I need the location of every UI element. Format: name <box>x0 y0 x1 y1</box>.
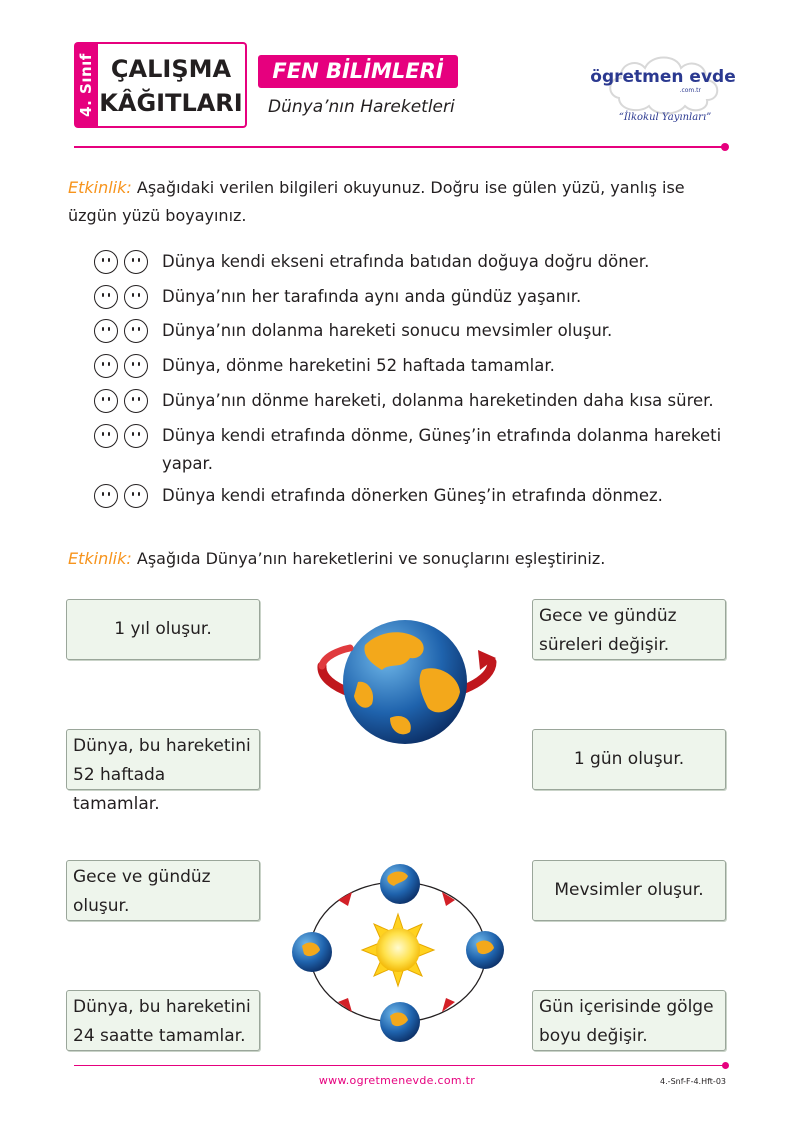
header-divider <box>74 146 726 148</box>
match-box-left-4[interactable] <box>66 990 260 1051</box>
worksheet-title-box <box>97 42 247 128</box>
sad-face-icon[interactable] <box>124 389 148 413</box>
sun-icon <box>362 914 434 986</box>
logo-tagline: “İlkokul Yayınları” <box>618 112 712 123</box>
activity2-instruction <box>68 545 728 573</box>
earth-icon-bottom <box>380 1002 420 1042</box>
match-box-text: Gün içerisinde gölge boyu değişir. <box>539 997 714 1046</box>
happy-face-icon[interactable] <box>94 285 118 309</box>
match-box-text: 1 gün oluşur. <box>573 749 685 769</box>
face-pair <box>90 285 154 311</box>
statement-text: Dünya, dönme hareketini 52 haftada tamamlar. <box>162 356 555 375</box>
face-pair <box>90 250 154 276</box>
match-box-right-1[interactable] <box>532 599 726 660</box>
match-box-right-2[interactable] <box>532 729 726 790</box>
match-box-text: Gece ve gündüz oluşur. <box>73 867 211 916</box>
face-pair <box>90 389 154 415</box>
logo-text: ögretmen evde <box>590 67 736 87</box>
statement-text: Dünya’nın dönme hareketi, dolanma hareketinden daha kısa sürer. <box>162 391 714 410</box>
happy-face-icon[interactable] <box>94 484 118 508</box>
match-box-right-3[interactable] <box>532 860 726 921</box>
rotating-earth-illustration <box>310 600 500 760</box>
happy-face-icon[interactable] <box>94 424 118 448</box>
sad-face-icon[interactable] <box>124 319 148 343</box>
match-box-text: Dünya, bu hareketini 24 saatte tamamlar. <box>73 997 251 1046</box>
publisher-logo <box>590 48 736 133</box>
activity1-label: Etkinlik: <box>68 178 132 197</box>
happy-face-icon[interactable] <box>94 389 118 413</box>
grade-label: 4. Sınıf <box>77 53 95 117</box>
match-box-left-3[interactable] <box>66 860 260 921</box>
match-box-left-1[interactable] <box>66 599 260 660</box>
document-code: 4.-Snf-F-4.Hft-03 <box>660 1077 726 1086</box>
happy-face-icon[interactable] <box>94 319 118 343</box>
happy-face-icon[interactable] <box>94 250 118 274</box>
face-pair <box>90 424 154 450</box>
earth-icon-top <box>380 864 420 904</box>
sad-face-icon[interactable] <box>124 354 148 378</box>
activity1-instruction <box>68 174 728 230</box>
grade-tab <box>74 42 98 128</box>
match-box-right-4[interactable] <box>532 990 726 1051</box>
match-box-text: Mevsimler oluşur. <box>554 880 704 900</box>
earth-orbit-diagram <box>290 862 505 1047</box>
sad-face-icon[interactable] <box>124 424 148 448</box>
worksheet-title-line1: ÇALIŞMA <box>110 55 232 83</box>
sad-face-icon[interactable] <box>124 285 148 309</box>
footer-divider <box>74 1065 726 1066</box>
activity2-label: Etkinlik: <box>68 549 132 568</box>
topic-title: Dünya’nın Hareketleri <box>268 97 455 117</box>
statement-text: Dünya’nın dolanma hareketi sonucu mevsimler oluşur. <box>162 321 613 340</box>
worksheet-title-line2: KÂĞITLARI <box>99 89 243 117</box>
statement-text: Dünya’nın her tarafında aynı anda gündüz yaşanır. <box>162 287 582 306</box>
footer-url[interactable]: www.ogretmenevde.com.tr <box>318 1074 476 1087</box>
earth-icon-right <box>466 931 504 969</box>
match-box-text: Gece ve gündüz süreleri değişir. <box>539 606 677 655</box>
match-box-left-2[interactable] <box>66 729 260 814</box>
face-pair <box>90 484 154 510</box>
sad-face-icon[interactable] <box>124 250 148 274</box>
subject-badge: FEN BİLİMLERİ <box>258 55 458 88</box>
statement-text: Dünya kendi ekseni etrafında batıdan doğuya doğru döner. <box>162 252 650 271</box>
face-pair <box>90 319 154 345</box>
match-box-text: 1 yıl oluşur. <box>114 619 212 639</box>
match-box-text: Dünya, bu hareketini 52 haftada tamamlar. <box>73 736 251 814</box>
activity2-instruction-text: Aşağıda Dünya’nın hareketlerini ve sonuçlarını eşleştiriniz. <box>136 549 606 568</box>
statement-text: Dünya kendi etrafında dönme, Güneş’in etrafında dolanma hareketi yapar. <box>162 426 722 473</box>
logo-domain: .com.tr <box>679 87 701 94</box>
earth-icon-left <box>292 932 332 972</box>
activity1-instruction-text: Aşağıdaki verilen bilgileri okuyunuz. Doğru ise gülen yüzü, yanlış ise üzgün yüzü boyayınız. <box>68 178 685 225</box>
sad-face-icon[interactable] <box>124 484 148 508</box>
face-pair <box>90 354 154 380</box>
happy-face-icon[interactable] <box>94 354 118 378</box>
statement-text: Dünya kendi etrafında dönerken Güneş’in etrafında dönmez. <box>162 486 663 505</box>
